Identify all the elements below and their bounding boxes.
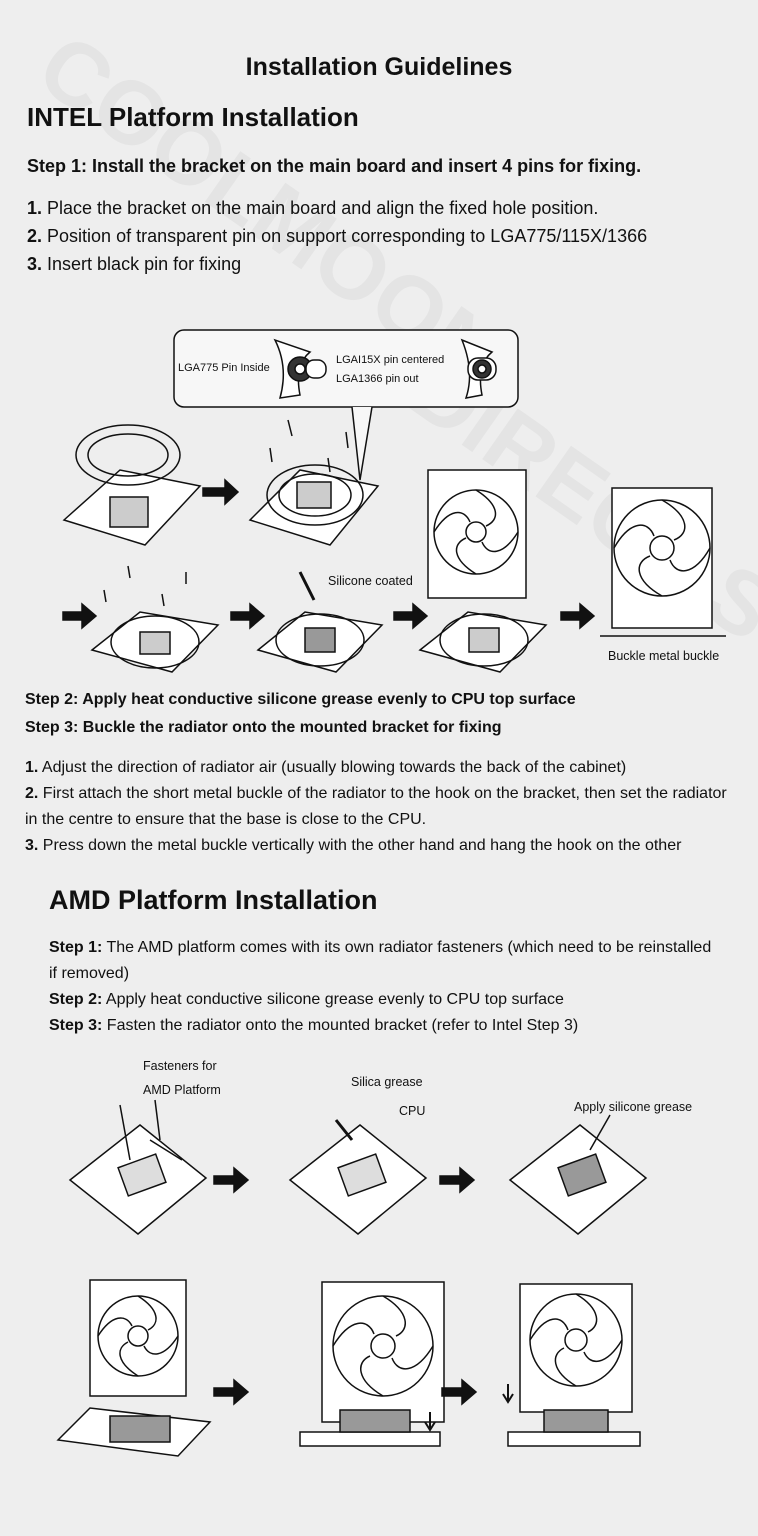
- buckle-label: Buckle metal buckle: [608, 649, 720, 663]
- cpu-label: CPU: [399, 1104, 426, 1118]
- list-item: 2. First attach the short metal buckle of the radiator to the hook on the bracket, then set the radiator in the centre to ensure that the base is close to the CPU.: [25, 785, 727, 828]
- list-item: 1. Adjust the direction of radiator air (usually blowing towards the back of the cabinet): [25, 759, 627, 776]
- list-item: 1. Place the bracket on the main board and align the fixed hole position.: [27, 198, 599, 218]
- callout-right-label-2: LGA1366 pin out: [336, 373, 419, 385]
- intel-step2-heading: Step 2: Apply heat conductive silicone grease evenly to CPU top surface: [25, 691, 576, 708]
- list-item: 2. Position of transparent pin on support corresponding to LGA775/115X/1366: [27, 226, 648, 246]
- silicone-label: Silicone coated: [328, 574, 413, 588]
- silica-label: Silica grease: [351, 1075, 423, 1089]
- apply-label: Apply silicone grease: [574, 1100, 693, 1114]
- intel-step1-heading: Step 1: Install the bracket on the main board and insert 4 pins for fixing.: [27, 156, 642, 176]
- list-item: Step 1: The AMD platform comes with its own radiator fasteners (which need to be reinstalled if removed): [49, 939, 712, 982]
- intel-heading: INTEL Platform Installation: [27, 102, 359, 132]
- fasteners-label-2: AMD Platform: [143, 1083, 221, 1097]
- intel-step3-heading: Step 3: Buckle the radiator onto the mounted bracket for fixing: [25, 719, 502, 736]
- page-title: Installation Guidelines: [245, 53, 513, 81]
- callout-right-label-1: LGAI15X pin centered: [336, 354, 445, 366]
- amd-heading: AMD Platform Installation: [49, 885, 378, 915]
- list-item: Step 2: Apply heat conductive silicone grease evenly to CPU top surface: [49, 991, 564, 1008]
- list-item: 3. Insert black pin for fixing: [27, 254, 242, 274]
- list-item: Step 3: Fasten the radiator onto the mounted bracket (refer to Intel Step 3): [49, 1017, 579, 1034]
- list-item: 3. Press down the metal buckle vertically with the other hand and hang the hook on the other: [25, 837, 682, 854]
- callout-left-label: LGA775 Pin Inside: [178, 362, 270, 374]
- fasteners-label-1: Fasteners for: [143, 1059, 217, 1073]
